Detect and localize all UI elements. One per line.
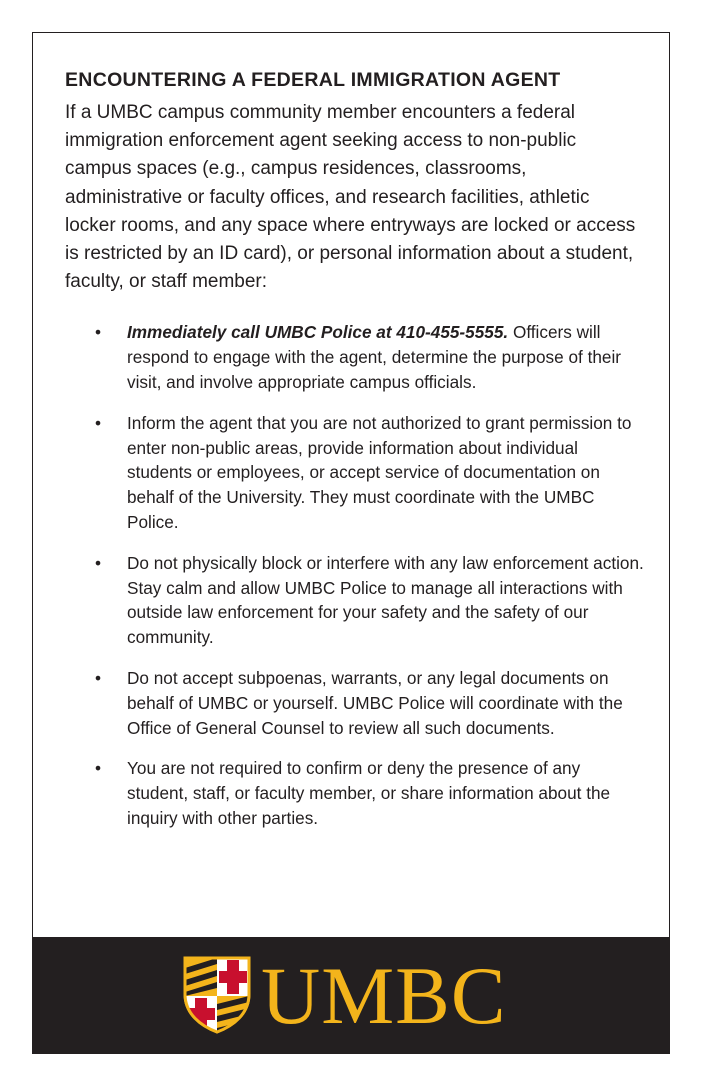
bullet-icon: • <box>95 412 102 433</box>
list-item-text: Do not physically block or interfere with any law enforcement action. Stay calm and allow UMBC Police to manage all interactions with outside law enforcement for your safety and the safety of our community. <box>127 552 644 648</box>
umbc-wordmark: UMBC <box>261 950 507 1041</box>
list-item-text: Officers will respond to engage with the agent, determine the purpose of their visit, and involve appropriate campus officials. <box>127 322 621 393</box>
list-item <box>65 320 645 394</box>
bullet-icon: • <box>95 322 102 343</box>
bullet-icon: • <box>95 667 102 688</box>
notice-content <box>65 69 645 847</box>
bullet-icon: • <box>95 552 102 573</box>
list-item <box>65 756 645 830</box>
list-item <box>65 666 645 740</box>
guidance-list <box>65 320 645 830</box>
notice-card <box>32 32 670 1054</box>
list-item <box>65 411 645 535</box>
list-item-text: Inform the agent that you are not authorized to grant permission to enter non-public areas, provide information about individual students or employees, or accept service of documentation on behalf of the University. They must coordinate with the UMBC Police. <box>127 412 632 532</box>
list-item-text: Do not accept subpoenas, warrants, or any legal documents on behalf of UMBC or yourself. UMBC Police will coordinate with the Office of General Counsel to review all such documents. <box>127 667 623 738</box>
list-item-text: You are not required to confirm or deny the presence of any student, staff, or faculty member, or share information about the inquiry with other parties. <box>127 758 611 828</box>
bullet-icon: • <box>95 758 102 779</box>
police-phone-callout: Immediately call UMBC Police at 410-455-5555. <box>127 322 509 343</box>
list-item <box>65 551 645 650</box>
umbc-logo <box>181 950 507 1041</box>
intro-paragraph: If a UMBC campus community member encounters a federal immigration enforcement agent seeking access to non-public campus spaces (e.g., campus residences, classrooms, administrative or faculty offices, and research facilities, athletic locker rooms, and any space where entryways are locked or access is restricted by an ID card), or personal information about a student, faculty, or staff member: <box>65 102 636 293</box>
footer-band <box>33 937 669 1053</box>
maryland-flag-shield-icon <box>181 954 253 1034</box>
notice-heading: ENCOUNTERING A FEDERAL IMMIGRATION AGENT <box>65 69 561 91</box>
